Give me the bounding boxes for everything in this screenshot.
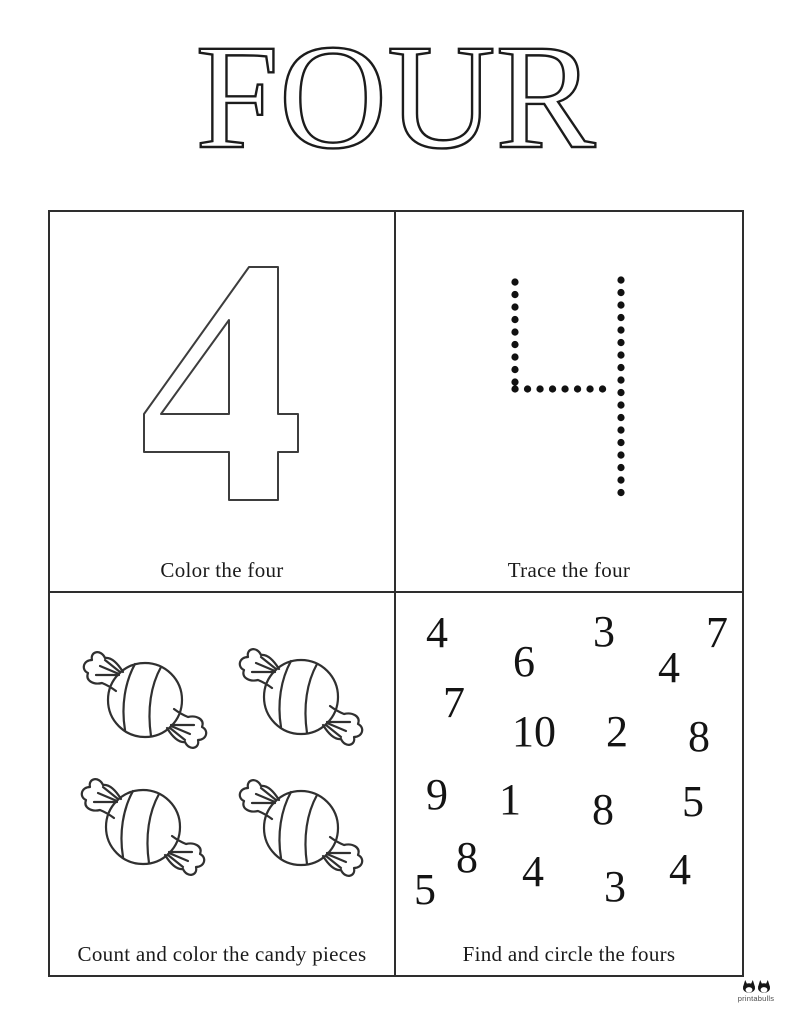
caption-find-fours: Find and circle the fours — [462, 942, 676, 966]
bull-icons — [726, 980, 786, 994]
scatter-number[interactable]: 10 — [512, 707, 556, 756]
caption-color-the-four: Color the four — [160, 558, 284, 582]
traceable-dotted-four[interactable] — [396, 212, 740, 589]
cell-count-candy — [50, 593, 396, 975]
scatter-number[interactable]: 4 — [522, 847, 544, 896]
scatter-number[interactable]: 8 — [592, 785, 614, 834]
scatter-number[interactable]: 8 — [688, 712, 710, 761]
candy-group — [50, 593, 394, 973]
candy-icon[interactable] — [84, 652, 206, 748]
number-scatter — [396, 593, 742, 975]
cell-find-fours — [396, 593, 742, 975]
bull-icon — [742, 980, 756, 993]
brand-logo — [726, 980, 786, 1003]
cell-trace-the-four — [396, 212, 742, 593]
scatter-number[interactable]: 4 — [658, 643, 680, 692]
caption-count-candy: Count and color the candy pieces — [77, 942, 367, 966]
scatter-number[interactable]: 2 — [606, 707, 628, 756]
scatter-number[interactable]: 4 — [426, 608, 448, 657]
bull-icon — [757, 980, 771, 993]
scatter-number[interactable]: 5 — [682, 777, 704, 826]
brand-name: printabulls — [737, 994, 775, 1003]
scatter-number[interactable]: 3 — [593, 607, 615, 656]
candy-icon[interactable] — [82, 779, 204, 875]
scatter-number[interactable]: 1 — [499, 775, 521, 824]
scatter-number[interactable]: 8 — [456, 833, 478, 882]
scatter-number[interactable]: 6 — [513, 637, 535, 686]
page-title: FOUR — [195, 14, 596, 180]
worksheet-grid — [48, 210, 744, 977]
scatter-number[interactable]: 3 — [604, 862, 626, 911]
candy-icon[interactable] — [240, 780, 362, 876]
cell-color-the-four — [50, 212, 396, 593]
caption-trace-the-four: Trace the four — [507, 558, 631, 582]
candy-icon[interactable] — [240, 649, 362, 745]
scatter-number[interactable]: 4 — [669, 845, 691, 894]
scatter-number[interactable]: 7 — [443, 678, 465, 727]
scatter-number[interactable]: 9 — [426, 770, 448, 819]
scatter-number[interactable]: 5 — [414, 865, 436, 914]
colorable-number-four[interactable] — [50, 212, 394, 589]
scatter-number[interactable]: 7 — [706, 608, 728, 657]
